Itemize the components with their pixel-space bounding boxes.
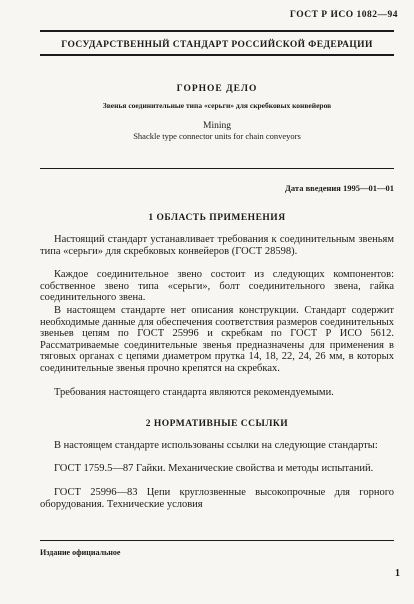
section-heading-scope: 1 ОБЛАСТЬ ПРИМЕНЕНИЯ bbox=[148, 213, 286, 223]
footer-rule bbox=[40, 540, 394, 541]
references-paragraph-1: В настоящем стандарте использованы ссылки на следующие стандарты: bbox=[54, 440, 378, 451]
category-title-en: Mining bbox=[203, 121, 231, 131]
effective-date: Дата введения 1995—01—01 bbox=[285, 183, 394, 193]
scope-paragraph-2: Каждое соединительное звено состоит из следующих компонентов: собственное звено типа «серьги», болт соединительного звена, гайка соединительного звена. bbox=[40, 269, 394, 303]
title-rule bbox=[40, 168, 394, 169]
subtitle-ru: Звенья соединительные типа «серьги» для скребковых конвейеров bbox=[102, 101, 332, 110]
page-number: 1 bbox=[395, 568, 400, 579]
references-paragraph-3: ГОСТ 25996—83 Цепи круглозвенные высокопрочные для горного оборудования. Технические условия bbox=[40, 487, 394, 510]
scope-paragraph-4: Требования настоящего стандарта являются рекомендуемыми. bbox=[54, 387, 334, 398]
edition-note: Издание официальное bbox=[40, 548, 121, 557]
references-paragraph-2: ГОСТ 1759.5—87 Гайки. Механические свойства и методы испытаний. bbox=[54, 463, 374, 474]
standard-title: ГОСУДАРСТВЕННЫЙ СТАНДАРТ РОССИЙСКОЙ ФЕДЕРАЦИИ bbox=[61, 40, 373, 50]
category-title-ru: ГОРНОЕ ДЕЛО bbox=[176, 84, 258, 94]
section-heading-references: 2 НОРМАТИВНЫЕ ССЫЛКИ bbox=[145, 419, 289, 429]
scope-paragraph-1: Настоящий стандарт устанавливает требования к соединительным звеньям типа «серьги» для скребковых конвейеров (ГОСТ 28598). bbox=[40, 234, 394, 257]
subtitle-en: Shackle type connector units for chain conveyors bbox=[133, 131, 301, 141]
document-code: ГОСТ Р ИСО 1082—94 bbox=[289, 10, 398, 20]
header-rule-top bbox=[40, 30, 394, 32]
scope-paragraph-3: В настоящем стандарте нет описания конструкции. Стандарт содержит необходимые данные для обеспечения соответствия размеров соединительных звеньев цепям по ГОСТ 25996 и скребкам по ГОСТ Р ИСО 5612. Рассматриваемые соединительные звенья предназначены для применения в тяговых органах с цепями диаметром прутка 14, 18, 22, 24, 26 мм, в которых соединительные звенья прочно крепятся на скребках. bbox=[40, 305, 394, 374]
header-rule-bottom bbox=[40, 54, 394, 56]
